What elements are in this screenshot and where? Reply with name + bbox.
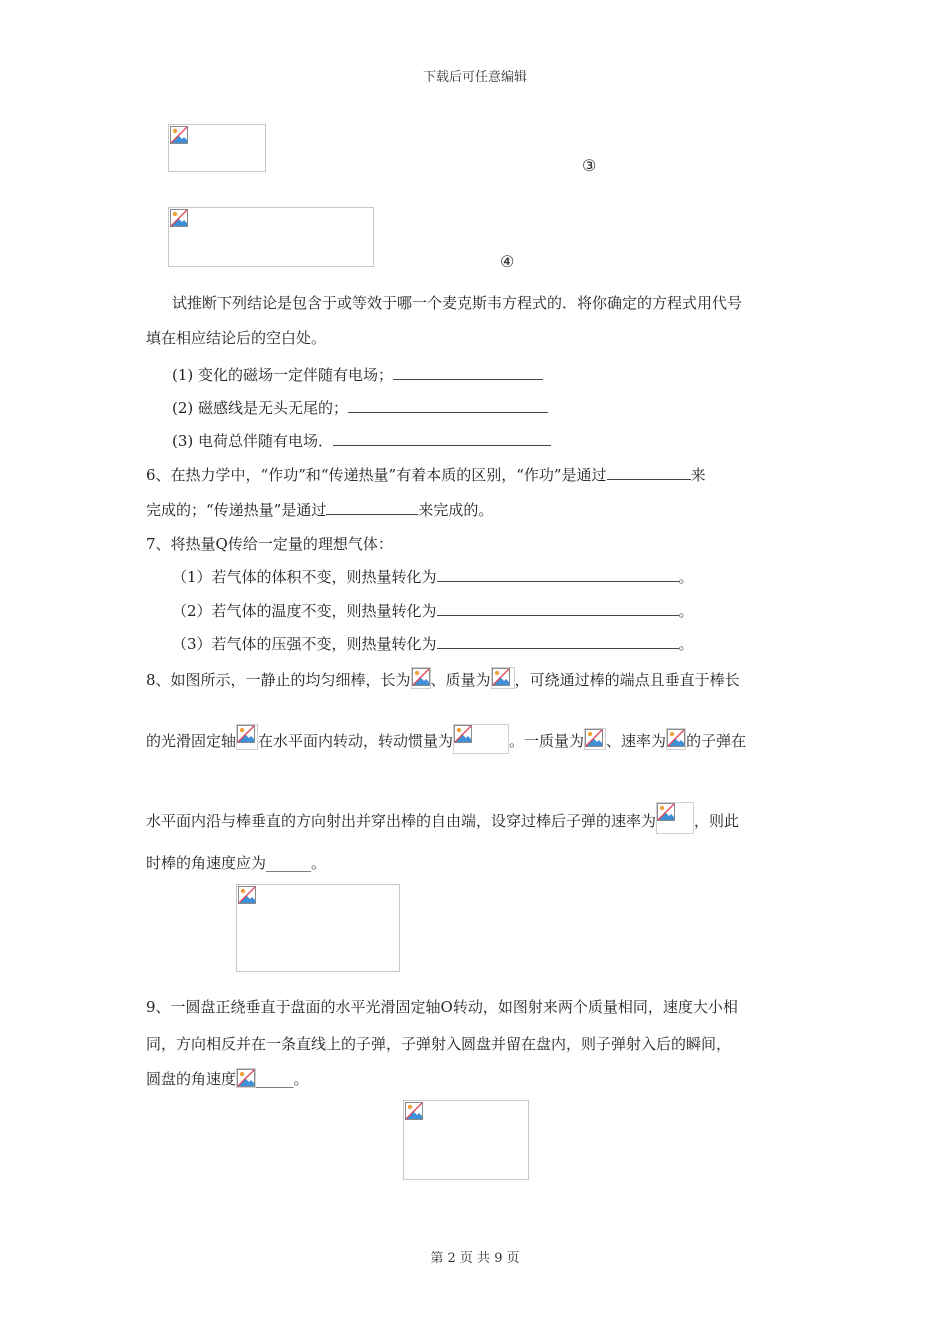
broken-image-icon [237, 725, 255, 743]
q7-item-2-text: （2）若气体的温度不变，则热量转化为 [172, 602, 437, 620]
answer-blank [437, 634, 679, 649]
q8-text-c2: ，则此 [694, 812, 740, 830]
equation-mark-4: ④ [500, 252, 515, 271]
intro-item-3-text: (3) 电荷总伴随有电场． [172, 432, 334, 450]
q6-line-2 [146, 499, 493, 521]
page-header: 下载后可任意编辑 [422, 70, 527, 85]
q9-blank: _____ [256, 1070, 294, 1088]
q9-line-2: 同，方向相反并在一条直线上的子弹，子弹射入圆盘并留在盘内，则子弹射入后的瞬间， [146, 1035, 732, 1053]
q8-figure [236, 884, 400, 972]
q6-text-d: 来完成的。 [418, 501, 494, 519]
formula-image [236, 724, 258, 750]
intro-item-1 [172, 364, 543, 386]
q7-title: 7、将热量Q传给一定量的理想气体： [146, 535, 393, 553]
broken-image-icon [405, 1102, 423, 1120]
intro-item-1-text: (1) 变化的磁场一定伴随有电场； [172, 366, 394, 384]
answer-blank [348, 398, 548, 413]
q8-text-a3: ，可绕通过棒的端点且垂直于棒长 [514, 671, 740, 689]
broken-image-icon [412, 668, 430, 686]
formula-image [666, 728, 686, 750]
intro-line-1: 试推断下列结论是包含于或等效于哪一个麦克斯韦方程式的．将你确定的方程式用代号 [172, 294, 743, 312]
q7-item-3 [172, 633, 694, 655]
formula-image [656, 802, 694, 834]
formula-image [236, 1068, 256, 1088]
figure-image-3 [168, 124, 266, 172]
q8-text-b1: 的光滑固定轴 [146, 732, 237, 750]
figure-image-4 [168, 207, 374, 267]
q8-text-d1: 时棒的角速度应为 [146, 854, 267, 872]
q8-line-3 [146, 802, 739, 834]
broken-image-icon [657, 803, 675, 821]
q8-text-a1: 8、如图所示，一静止的均匀细棒，长为 [146, 671, 411, 689]
answer-blank [333, 431, 551, 446]
q8-text-d3: 。 [311, 854, 327, 872]
q9-text-c1: 圆盘的角速度 [146, 1070, 237, 1088]
intro-item-3 [172, 430, 551, 452]
broken-image-icon [667, 729, 685, 747]
broken-image-icon [238, 886, 256, 904]
q8-text-b5: 的子弹在 [686, 732, 747, 750]
q9-line-1: 9、一圆盘正绕垂直于盘面的水平光滑固定轴O转动，如图射来两个质量相同，速度大小相 [146, 998, 738, 1016]
page-footer: 第 2 页 共 9 页 [430, 1251, 520, 1266]
q8-line-2 [146, 724, 746, 754]
q8-text-c1: 水平面内沿与棒垂直的方向射出并穿出棒的自由端，设穿过棒后子弹的速率为 [146, 812, 657, 830]
broken-image-icon [170, 209, 188, 227]
q9-line-3 [146, 1068, 309, 1090]
q6-line-1 [146, 464, 706, 486]
broken-image-icon [454, 725, 472, 743]
q7-item-1 [172, 566, 694, 588]
formula-image [491, 667, 515, 689]
q9-text-c3: 。 [293, 1070, 309, 1088]
answer-blank [326, 500, 418, 515]
answer-blank [393, 365, 543, 380]
q8-blank: ______ [266, 854, 312, 872]
q7-end: 。 [678, 602, 694, 620]
q7-item-2 [172, 600, 694, 622]
answer-blank [437, 567, 679, 582]
q8-text-a2: 、质量为 [430, 671, 491, 689]
formula-image [453, 724, 509, 754]
q9-figure [403, 1100, 529, 1180]
q7-item-3-text: （3）若气体的压强不变，则热量转化为 [172, 635, 437, 653]
broken-image-icon [585, 729, 603, 747]
broken-image-icon [170, 126, 188, 144]
q8-text-b4: 、速率为 [606, 732, 667, 750]
q7-end: 。 [678, 568, 694, 586]
q6-text-a: 6、在热力学中，“作功”和“传递热量”有着本质的区别，“作功”是通过 [146, 466, 607, 484]
q7-item-1-text: （1）若气体的体积不变，则热量转化为 [172, 568, 437, 586]
formula-image [584, 728, 606, 750]
q7-end: 。 [678, 635, 694, 653]
q8-line-4 [146, 852, 326, 874]
q8-text-b3: 。一质量为 [509, 732, 585, 750]
broken-image-icon [237, 1069, 255, 1087]
broken-image-icon [492, 668, 510, 686]
answer-blank [437, 601, 679, 616]
q8-text-b2: 在水平面内转动，转动惯量为 [258, 732, 454, 750]
equation-mark-3: ③ [582, 156, 597, 175]
intro-item-2 [172, 397, 548, 419]
intro-line-2: 填在相应结论后的空白处。 [146, 329, 327, 347]
answer-blank [607, 465, 691, 480]
intro-item-2-text: (2) 磁感线是无头无尾的； [172, 399, 349, 417]
q8-line-1 [146, 667, 740, 691]
q6-text-b: 来 [690, 466, 706, 484]
q6-text-c: 完成的；“传递热量”是通过 [146, 501, 327, 519]
formula-image [411, 667, 431, 689]
